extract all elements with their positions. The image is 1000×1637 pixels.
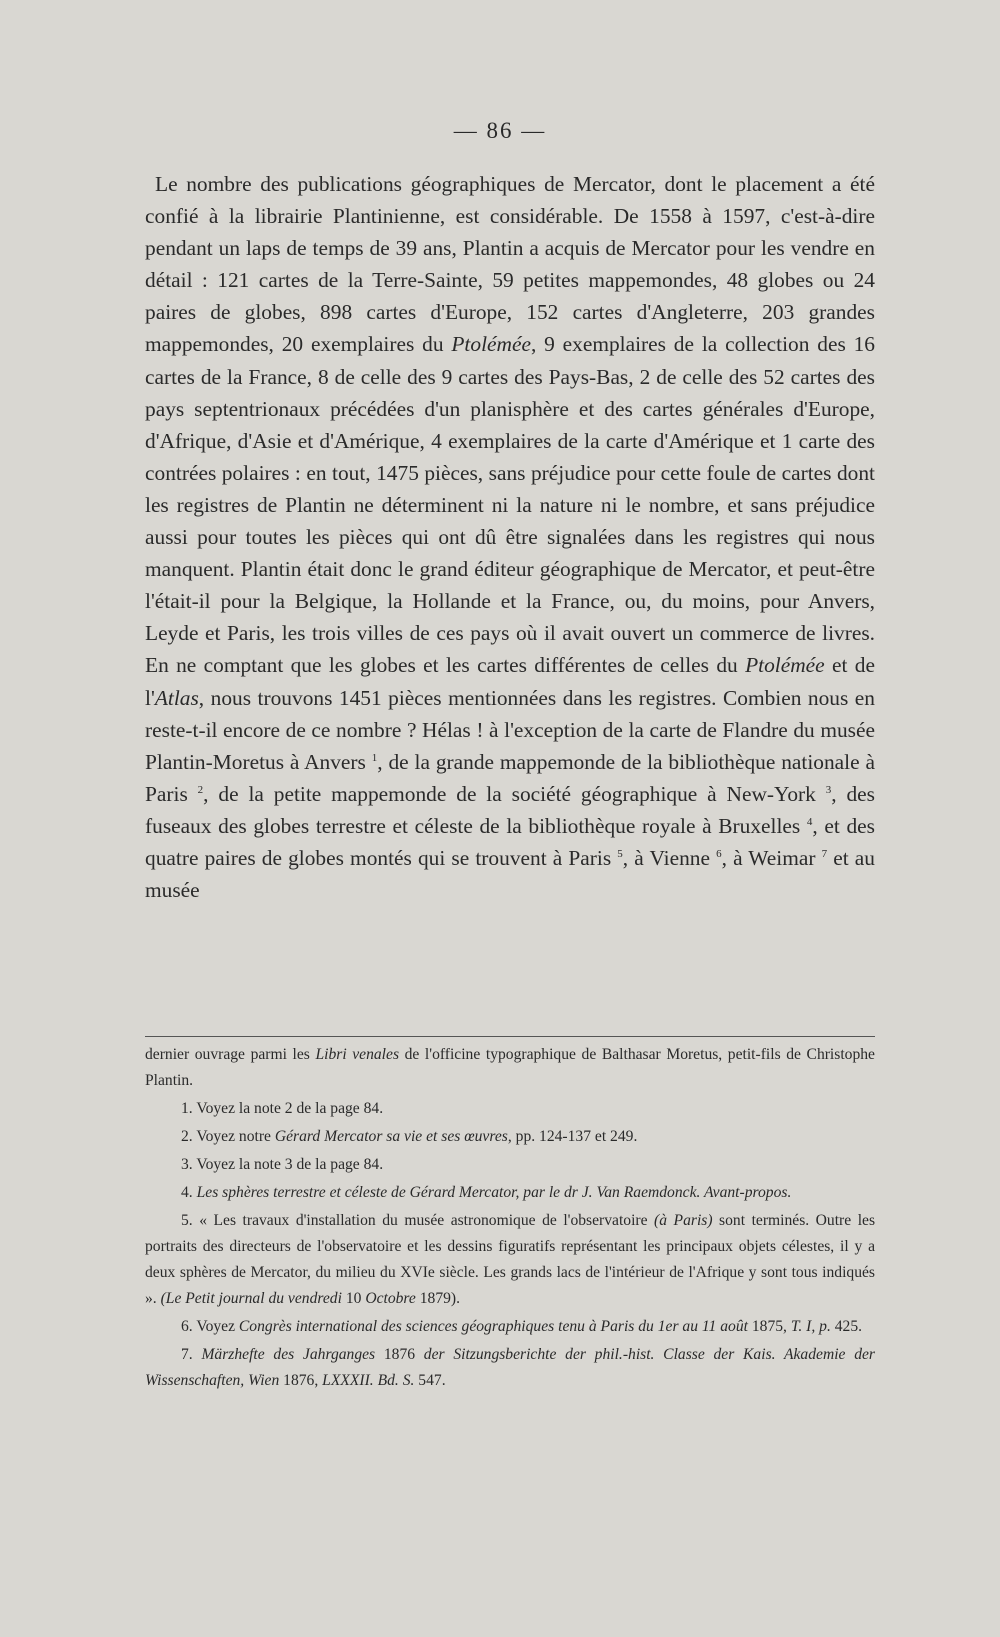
footnote-ref: 4 — [806, 815, 813, 828]
page-number: — 86 — — [453, 118, 547, 143]
footnote-1: 1. Voyez la note 2 de la page 84. — [181, 1100, 384, 1117]
footnote-3: 3. Voyez la note 3 de la page 84. — [181, 1156, 384, 1173]
footnote-ref: 3 — [825, 783, 832, 796]
title-ptolemee: Ptolémée — [451, 332, 531, 357]
footnote-5: 5. « Les travaux d'installation du musée astronomique de l'observatoire (à Paris) sont terminés. Outre les portraits des directeurs de l'observatoire et les dessins figuratifs représentant les principaux objets célestes, il y a deux sphères de Mercator, du milieu du XVIe siècle. Les grands lacs de l'intérieur de l'Afrique y sont tous indiqués ». (Le Petit journal du vendredi 10 Octobre 1879). — [145, 1212, 876, 1307]
footnote-7: 7. Märzhefte des Jahrganges 1876 der Sitzungsberichte der phil.-hist. Classe der Kais. Akademie der Wissenschaften, Wien 1876, LXXXII. Bd. S. 547. — [145, 1346, 875, 1389]
footnote-ref: 7 — [821, 847, 828, 860]
paragraph: Le nombre des publications géographiques de Mercator, dont le placement a été confié à la librairie Plantinienne, est considérable. De 1558 à 1597, c'est-à-dire pendant un laps de temps de 39 ans, Plantin a acquis de Mercator pour les vendre en détail : 121 cartes de la Terre-Sainte, 59 petites mappemondes, 48 globes ou 24 paires de globes, 898 cartes d'Europe, 152 cartes d'Angleterre, 203 grandes mappemondes, 20 exemplaires du Ptolémée, 9 exemplaires de la collection des 16 cartes de la France, 8 de celle des 9 cartes des Pays-Bas, 2 de celle des 52 cartes des pays septentrionaux précédées d'un planisphère et des cartes générales d'Europe, d'Afrique, d'Asie et d'Amérique, 4 exemplaires de la carte d'Amérique et 1 carte des contrées polaires : en tout, 1475 pièces, sans préjudice pour cette foule de cartes dont les registres de Plantin ne déterminent ni la nature ni le nombre, et sans préjudice aussi pour toutes les pièces qui ont dû être signalées dans les registres qui nous manquent. Plantin était donc le grand éditeur géographique de Mercator, et peut-être l'était-il pour la Belgique, la Hollande et la France, ou, du moins, pour Anvers, Leyde et Paris, les trois villes de ces pays où il avait ouvert un commerce de livres. En ne comptant que les globes et les cartes différentes de celles du Ptolémée et de l'Atlas, nous trouvons 1451 pièces mentionnées dans les registres. Combien nous en reste-t-il encore de ce nombre ? Hélas ! à l'exception de la carte de Flandre du musée Plantin-Moretus à Anvers $^1$, de la grande mappemonde de la bibliothèque nationale à Paris $^2$, de la petite mappemonde de la société géographique à New-York $^3$, des fuseaux des globes terrestre et céleste de la bibliothèque royale à Bruxelles $^4$, et des quatre paires de globes montés qui se trouvent à Paris $^5$, à Vienne $^6$, à Weimar $^7$ et au musée — [145, 172, 875, 903]
footnote-continuation: dernier ouvrage parmi les Libri venales de l'officine typographique de Balthasar Moretus, petit-fils de Christophe Plantin. — [145, 1046, 875, 1089]
footnotes — [145, 1042, 875, 1394]
main-paragraph — [145, 168, 875, 906]
footnote-ref: 2 — [197, 783, 204, 796]
footnote-6: 6. Voyez Congrès international des sciences géographiques tenu à Paris du 1er au 11 août 1875, T. I, p. 425. — [181, 1318, 863, 1335]
footnote-divider — [145, 1036, 875, 1037]
footnote-ref: 1 — [371, 751, 378, 764]
title-atlas: Atlas — [154, 685, 199, 710]
title-ptolemee: Ptolémée — [745, 653, 825, 678]
footnote-4: 4. Les sphères terrestre et céleste de Gérard Mercator, par le dr J. Van Raemdonck. Avant-propos. — [181, 1184, 792, 1201]
footnote-ref: 6 — [716, 847, 722, 860]
footnote-2: 2. Voyez notre Gérard Mercator sa vie et ses œuvres, pp. 124-137 et 249. — [181, 1128, 638, 1145]
footnote-ref: 5 — [617, 847, 623, 860]
